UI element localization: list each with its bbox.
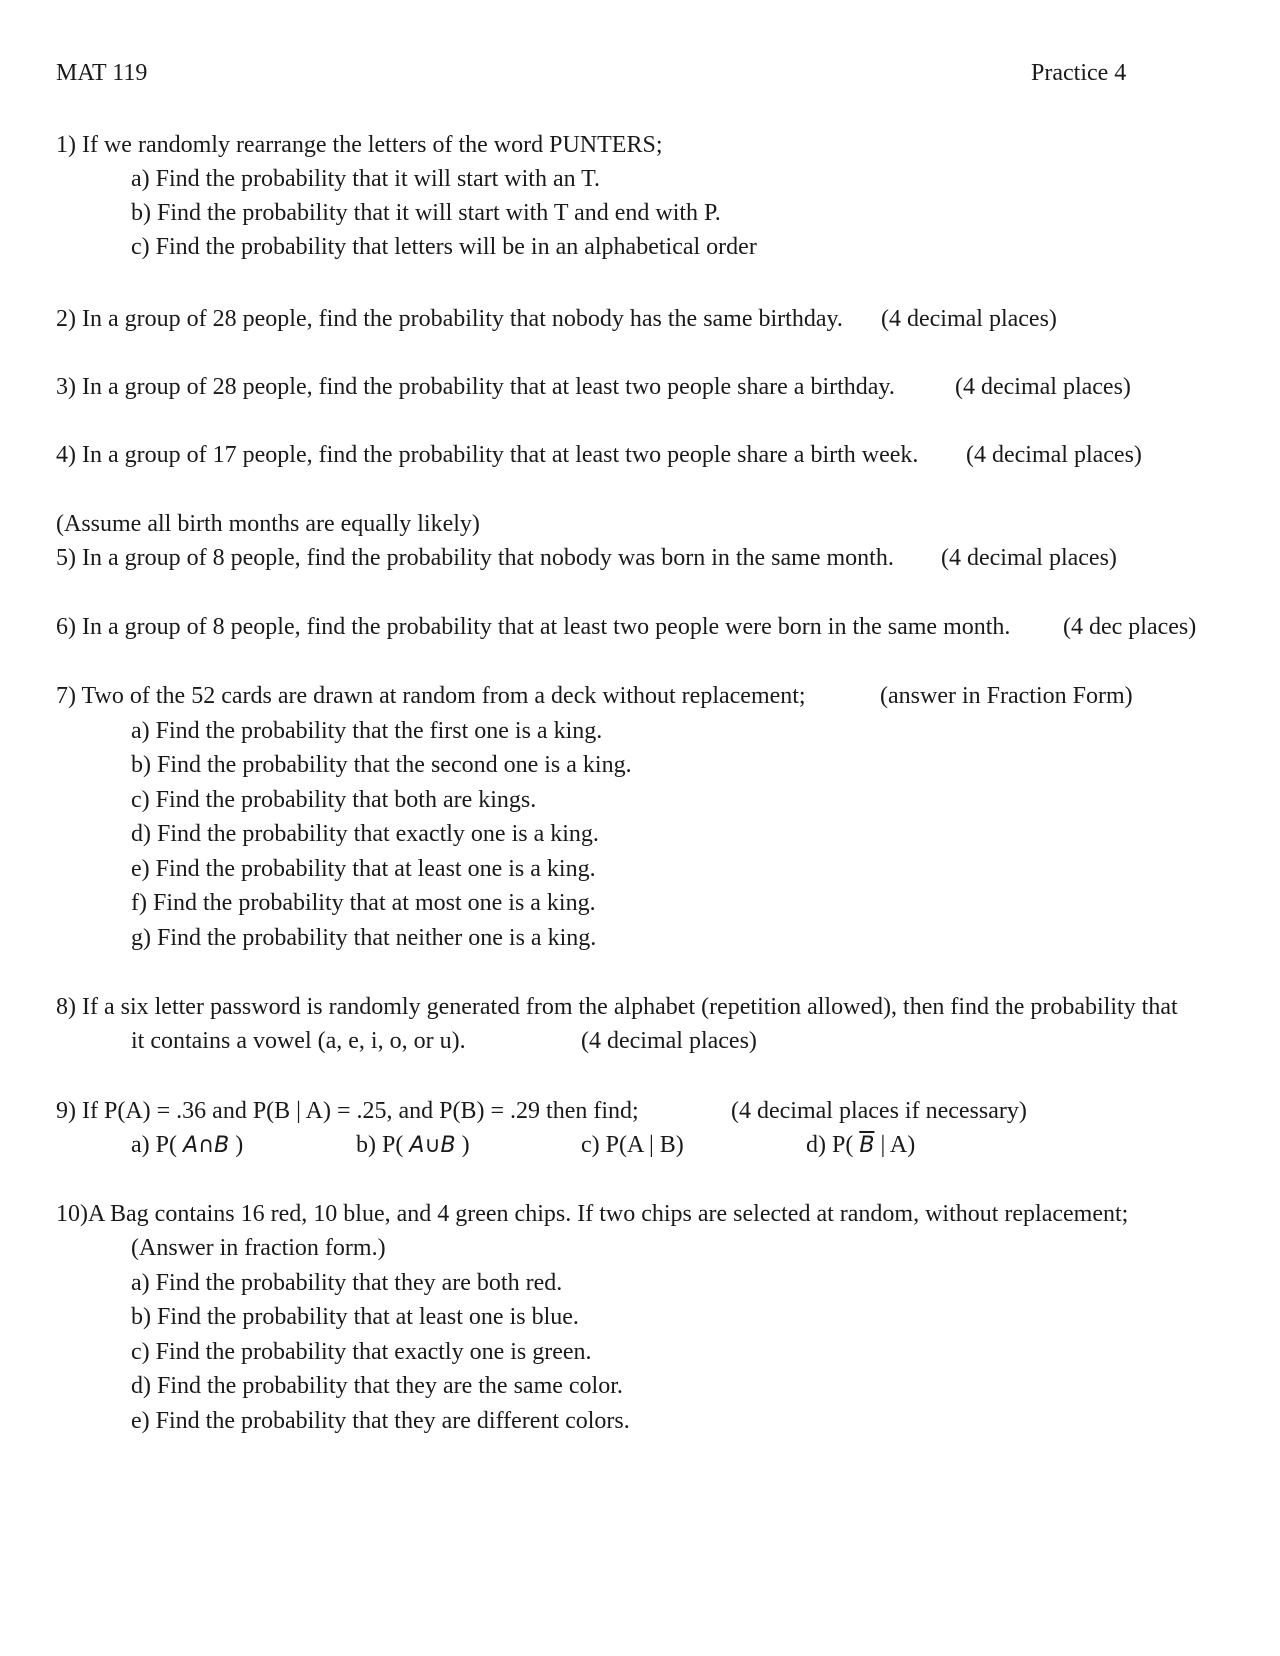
q3-note: (4 decimal places): [955, 374, 1131, 400]
q9-part-c: c) P(A | B): [581, 1132, 684, 1158]
q7-stem: 7) Two of the 52 cards are drawn at random from a deck without replacement;: [56, 683, 806, 709]
q6-note: (4 dec places): [1063, 614, 1197, 640]
q1-part-c: c) Find the probability that letters will be in an alphabetical order: [131, 234, 757, 260]
q7-part-b: b) Find the probability that the second one is a king.: [131, 752, 632, 778]
q9-part-d: [806, 1128, 915, 1163]
q1-part-b: b) Find the probability that it will start with T and end with P.: [131, 200, 721, 226]
q9-part-a: [131, 1128, 243, 1163]
q7-part-a: a) Find the probability that the first one is a king.: [131, 718, 603, 744]
q9-part-b: [356, 1128, 470, 1163]
q5-note: (4 decimal places): [941, 545, 1117, 571]
q10-note: (Answer in fraction form.): [131, 1235, 386, 1261]
q1-part-a: a) Find the probability that it will start with an T.: [131, 166, 601, 192]
q5-stem: 5) In a group of 8 people, find the probability that nobody was born in the same month.: [56, 545, 894, 571]
q9-part-d-suffix: | A): [880, 1132, 916, 1158]
q6-stem: 6) In a group of 8 people, find the probability that at least two people were born in the same month.: [56, 614, 1011, 640]
practice-title: Practice 4: [1031, 60, 1127, 86]
q9-part-b-expression: A∪B: [409, 1133, 456, 1158]
q7-part-e: e) Find the probability that at least one is a king.: [131, 856, 596, 882]
q10-stem: 10)A Bag contains 16 red, 10 blue, and 4 green chips. If two chips are selected at random, without replacement;: [56, 1201, 1129, 1227]
q9-part-b-suffix: ): [461, 1132, 470, 1158]
q1-stem: 1) If we randomly rearrange the letters of the word PUNTERS;: [56, 132, 663, 158]
q9-part-d-prefix: d) P(: [806, 1132, 854, 1158]
q7-part-f: f) Find the probability that at most one is a king.: [131, 890, 596, 916]
q9-part-d-expression: $\overline{B}$: [859, 1133, 875, 1158]
q4-note: (4 decimal places): [966, 442, 1142, 468]
q10-part-a: a) Find the probability that they are both red.: [131, 1270, 563, 1296]
q9-part-b-prefix: b) P(: [356, 1132, 404, 1158]
q9-part-a-prefix: a) P(: [131, 1132, 177, 1158]
q9-part-a-suffix: ): [235, 1132, 244, 1158]
q10-part-d: d) Find the probability that they are the same color.: [131, 1373, 623, 1399]
course-code: MAT 119: [56, 60, 148, 86]
q9-part-a-expression: A∩B: [182, 1133, 230, 1158]
q7-part-c: c) Find the probability that both are kings.: [131, 787, 537, 813]
q9-stem: 9) If P(A) = .36 and P(B | A) = .25, and P(B) = .29 then find;: [56, 1098, 639, 1124]
q10-part-b: b) Find the probability that at least one is blue.: [131, 1304, 579, 1330]
q7-part-g: g) Find the probability that neither one is a king.: [131, 925, 597, 951]
q5-assumption: (Assume all birth months are equally likely): [56, 511, 480, 537]
q8-stem-continued: it contains a vowel (a, e, i, o, or u).: [131, 1028, 466, 1054]
q8-stem: 8) If a six letter password is randomly generated from the alphabet (repetition allowed), then find the probability that: [56, 994, 1178, 1020]
q10-part-e: e) Find the probability that they are different colors.: [131, 1408, 630, 1434]
q2-note: (4 decimal places): [881, 306, 1057, 332]
q4-stem: 4) In a group of 17 people, find the probability that at least two people share a birth week.: [56, 442, 919, 468]
q9-note: (4 decimal places if necessary): [731, 1098, 1027, 1124]
q7-part-d: d) Find the probability that exactly one is a king.: [131, 821, 599, 847]
q7-note: (answer in Fraction Form): [880, 683, 1133, 709]
q10-part-c: c) Find the probability that exactly one is green.: [131, 1339, 592, 1365]
q3-stem: 3) In a group of 28 people, find the probability that at least two people share a birthday.: [56, 374, 895, 400]
q2-stem: 2) In a group of 28 people, find the probability that nobody has the same birthday.: [56, 306, 843, 332]
q8-note: (4 decimal places): [581, 1028, 757, 1054]
